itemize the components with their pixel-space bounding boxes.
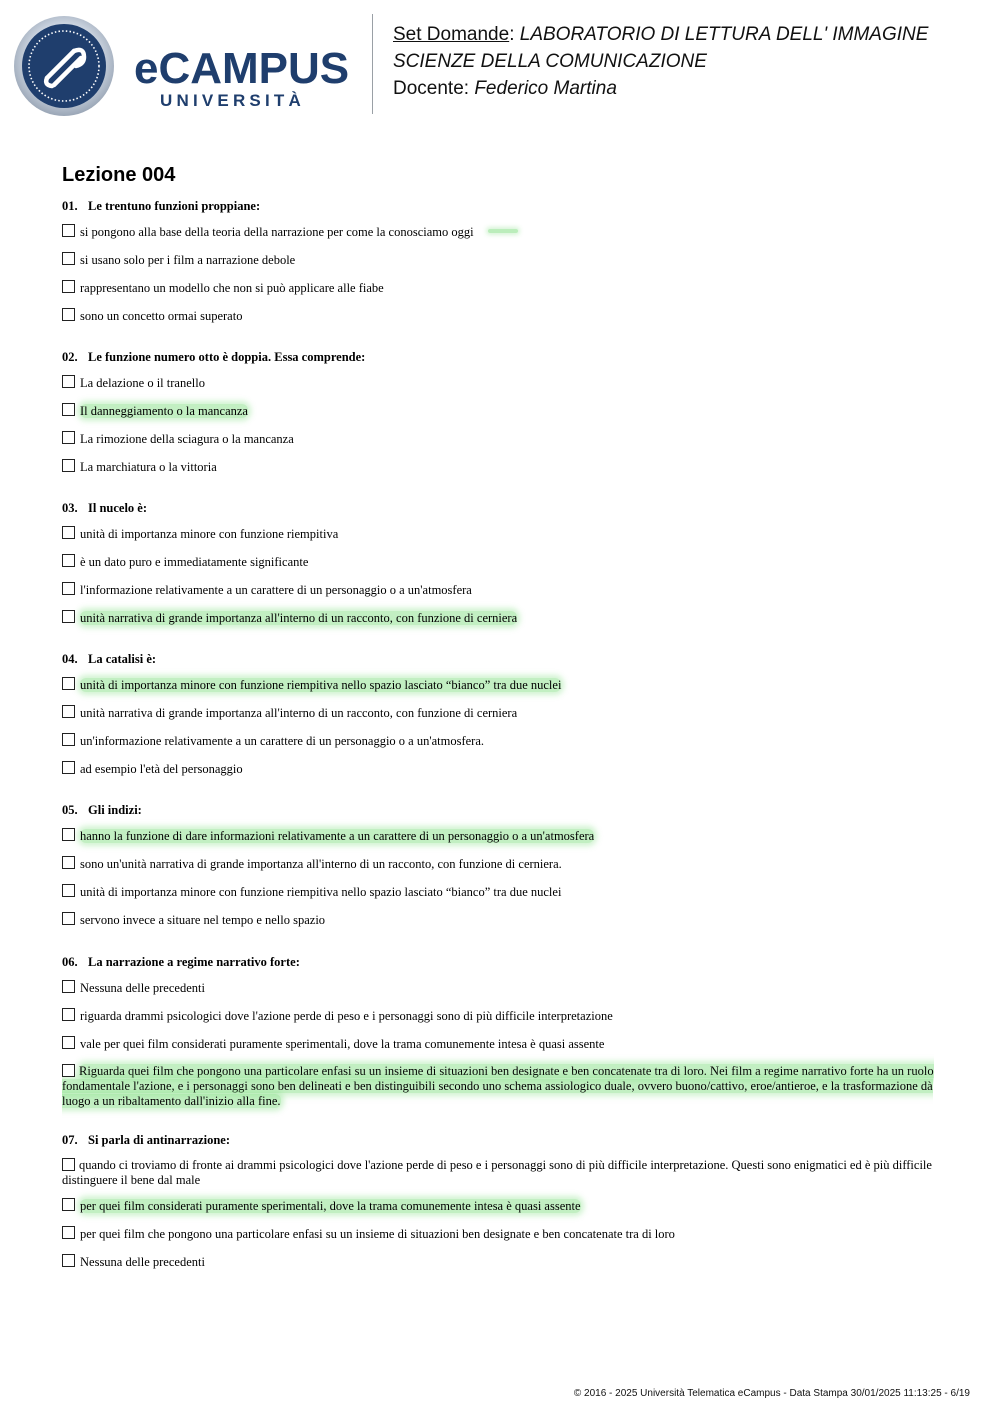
option[interactable] <box>62 912 940 930</box>
option-text: l'informazione relativamente a un carattere di un personaggio o a un'atmosfera <box>80 583 472 597</box>
option-text: sono un'unità narrativa di grande importanza all'interno di un racconto, con funzione di cerniera. <box>80 857 562 871</box>
option-text: unità di importanza minore con funzione riempitiva nello spazio lasciato “bianco” tra due nuclei <box>80 885 562 899</box>
option-text-highlighted: hanno la funzione di dare informazioni relativamente a un carattere di un personaggio o a un'atmosfera <box>80 829 595 843</box>
option-checkbox[interactable] <box>62 610 75 623</box>
option-text: ad esempio l'età del personaggio <box>80 762 243 776</box>
question-text: Le funzione numero otto è doppia. Essa comprende: <box>88 350 366 364</box>
highlighter-stroke <box>488 229 518 233</box>
option-checkbox[interactable] <box>62 1064 75 1077</box>
option[interactable] <box>62 828 940 846</box>
options-list <box>62 980 940 1109</box>
question-heading <box>62 1132 940 1148</box>
docente-name: Federico Martina <box>474 78 617 99</box>
question-4 <box>62 651 940 789</box>
options-list <box>62 677 940 779</box>
option-checkbox[interactable] <box>62 884 75 897</box>
option[interactable] <box>62 375 940 393</box>
question-heading <box>62 802 940 818</box>
question-number: 06. <box>62 955 78 969</box>
option[interactable] <box>62 1036 940 1054</box>
course-info <box>393 21 993 102</box>
page-header <box>0 0 1000 130</box>
option[interactable] <box>62 884 940 902</box>
option-checkbox[interactable] <box>62 554 75 567</box>
options-list <box>62 375 940 477</box>
option[interactable] <box>62 403 940 421</box>
course-faculty: SCIENZE DELLA COMUNICAZIONE <box>393 51 707 72</box>
option-text-highlighted: unità di importanza minore con funzione riempitiva nello spazio lasciato “bianco” tra due nuclei <box>80 678 562 692</box>
question-text: Il nucelo è: <box>88 501 148 515</box>
option[interactable] <box>62 1064 940 1109</box>
option[interactable] <box>62 761 940 779</box>
question-heading <box>62 500 940 516</box>
question-number: 02. <box>62 350 78 364</box>
option[interactable] <box>62 610 940 628</box>
option-checkbox[interactable] <box>62 459 75 472</box>
ecampus-logo-graphic <box>14 14 359 118</box>
option-text: riguarda drammi psicologici dove l'azione perde di peso e i personaggi sono di più difficile interpretazione <box>80 1009 613 1023</box>
question-heading <box>62 954 940 970</box>
question-5 <box>62 802 940 940</box>
option-checkbox[interactable] <box>62 526 75 539</box>
option-checkbox[interactable] <box>62 677 75 690</box>
option-text: rappresentano un modello che non si può applicare alle fiabe <box>80 281 384 295</box>
option-text: si usano solo per i film a narrazione debole <box>80 253 296 267</box>
option[interactable] <box>62 1198 940 1216</box>
ecampus-logo <box>14 14 359 118</box>
question-number: 07. <box>62 1133 78 1147</box>
option-text: La rimozione della sciagura o la mancanza <box>80 432 294 446</box>
brand-name: eCAMPUS <box>134 44 350 93</box>
option-text: unità narrativa di grande importanza all'interno di un racconto, con funzione di cerniera <box>80 706 518 720</box>
option[interactable] <box>62 308 940 326</box>
option-checkbox[interactable] <box>62 761 75 774</box>
option-text-highlighted: per quei film considerati puramente sperimentali, dove la trama comunemente intesa è quasi assente <box>80 1199 581 1213</box>
option-checkbox[interactable] <box>62 582 75 595</box>
header-divider <box>372 14 373 114</box>
option-text: si pongono alla base della teoria della narrazione per come la conosciamo oggi <box>80 225 474 239</box>
question-number: 04. <box>62 652 78 666</box>
question-text: La catalisi è: <box>88 652 157 666</box>
question-heading <box>62 349 940 365</box>
question-text: Si parla di antinarrazione: <box>88 1133 231 1147</box>
option-checkbox[interactable] <box>62 375 75 388</box>
option-text: La marchiatura o la vittoria <box>80 460 217 474</box>
option-checkbox[interactable] <box>62 980 75 993</box>
question-number: 05. <box>62 803 78 817</box>
option-checkbox[interactable] <box>62 1158 75 1171</box>
options-list <box>62 526 940 628</box>
option[interactable] <box>62 856 940 874</box>
set-label: Set Domande <box>393 24 510 45</box>
option-text: vale per quei film considerati puramente sperimentali, dove la trama comunemente intesa è quasi assente <box>80 1037 605 1051</box>
option-text: Nessuna delle precedenti <box>80 981 205 995</box>
question-heading <box>62 651 940 667</box>
option-checkbox[interactable] <box>62 431 75 444</box>
option-text-highlighted: Il danneggiamento o la mancanza <box>80 404 248 418</box>
option-checkbox[interactable] <box>62 1226 75 1239</box>
option[interactable] <box>62 1158 940 1188</box>
docente-label: Docente: <box>393 78 470 99</box>
page-footer: © 2016 - 2025 Università Telematica eCampus - Data Stampa 30/01/2025 11:13:25 - 6/19 <box>573 1388 970 1399</box>
option-text: sono un concetto ormai superato <box>80 309 243 323</box>
option-text: un'informazione relativamente a un carattere di un personaggio o a un'atmosfera. <box>80 734 484 748</box>
option-checkbox[interactable] <box>62 1254 75 1267</box>
option-text-highlighted: Riguarda quei film che pongono una particolare enfasi su un insieme di situazioni ben designate e ben concatenate tra di loro. Nei film a regime narrativo forte ha un ruolo fondamentale l'azione, e i personaggi sono ben delineati e ben distinguibili secondo uno schema assiologico duale, ovvero buono/cattivo, eroe/antieroe, e la trasformazione dà luogo a un ribaltamento dall'inizio alla fine. <box>62 1064 934 1108</box>
option[interactable] <box>62 1254 940 1272</box>
option-checkbox[interactable] <box>62 403 75 416</box>
question-number: 01. <box>62 199 78 213</box>
options-list <box>62 1158 940 1272</box>
option[interactable] <box>62 459 940 477</box>
option-checkbox[interactable] <box>62 1198 75 1211</box>
question-6 <box>62 954 940 1119</box>
options-list <box>62 828 940 930</box>
option-text: per quei film che pongono una particolare enfasi su un insieme di situazioni ben designate e ben concatenate tra di loro <box>80 1227 675 1241</box>
option-checkbox[interactable] <box>62 308 75 321</box>
option-text: servono invece a situare nel tempo e nello spazio <box>80 913 326 927</box>
option-text-highlighted: unità narrativa di grande importanza all'interno di un racconto, con funzione di cerniera <box>80 611 518 625</box>
option-checkbox[interactable] <box>62 224 75 237</box>
option-checkbox[interactable] <box>62 1036 75 1049</box>
course-line-2 <box>393 48 993 75</box>
question-heading <box>62 198 940 214</box>
option[interactable] <box>62 252 940 270</box>
option-text: unità di importanza minore con funzione riempitiva <box>80 527 339 541</box>
option[interactable] <box>62 1008 940 1026</box>
option-checkbox[interactable] <box>62 705 75 718</box>
option[interactable] <box>62 705 940 723</box>
brand-subtitle: UNIVERSITÀ <box>160 91 305 110</box>
option-checkbox[interactable] <box>62 828 75 841</box>
question-3 <box>62 500 940 638</box>
option-checkbox[interactable] <box>62 1008 75 1021</box>
option[interactable] <box>62 733 940 751</box>
option-checkbox[interactable] <box>62 733 75 746</box>
option[interactable] <box>62 1226 940 1244</box>
question-1 <box>62 198 940 336</box>
option[interactable] <box>62 582 940 600</box>
option-checkbox[interactable] <box>62 856 75 869</box>
option-checkbox[interactable] <box>62 252 75 265</box>
option-checkbox[interactable] <box>62 912 75 925</box>
question-7 <box>62 1132 940 1282</box>
option[interactable] <box>62 677 940 695</box>
option-text: quando ci troviamo di fronte ai drammi psicologici dove l'azione perde di peso e i personaggi sono di più difficile interpretazione. Questi sono enigmatici ed è più difficile distinguere il bene dal male <box>62 1158 932 1187</box>
question-2 <box>62 349 940 487</box>
question-text: Le trentuno funzioni proppiane: <box>88 199 261 213</box>
option[interactable] <box>62 431 940 449</box>
course-title: LABORATORIO DI LETTURA DELL' IMMAGINE <box>519 24 929 45</box>
course-line-3 <box>393 75 993 102</box>
option[interactable] <box>62 526 940 544</box>
option[interactable] <box>62 554 940 572</box>
option[interactable] <box>62 224 940 242</box>
lesson-title: Lezione 004 <box>62 164 176 186</box>
option[interactable] <box>62 980 940 998</box>
option-text: La delazione o il tranello <box>80 376 205 390</box>
option-checkbox[interactable] <box>62 280 75 293</box>
option[interactable] <box>62 280 940 298</box>
question-text: Gli indizi: <box>88 803 142 817</box>
option-text: è un dato puro e immediatamente significante <box>80 555 309 569</box>
options-list <box>62 224 940 326</box>
course-line-1: Set Domande: LABORATORIO DI LETTURA DELL' IMMAGINE <box>393 24 929 45</box>
question-text: La narrazione a regime narrativo forte: <box>88 955 300 969</box>
option-text: Nessuna delle precedenti <box>80 1255 205 1269</box>
question-number: 03. <box>62 501 78 515</box>
